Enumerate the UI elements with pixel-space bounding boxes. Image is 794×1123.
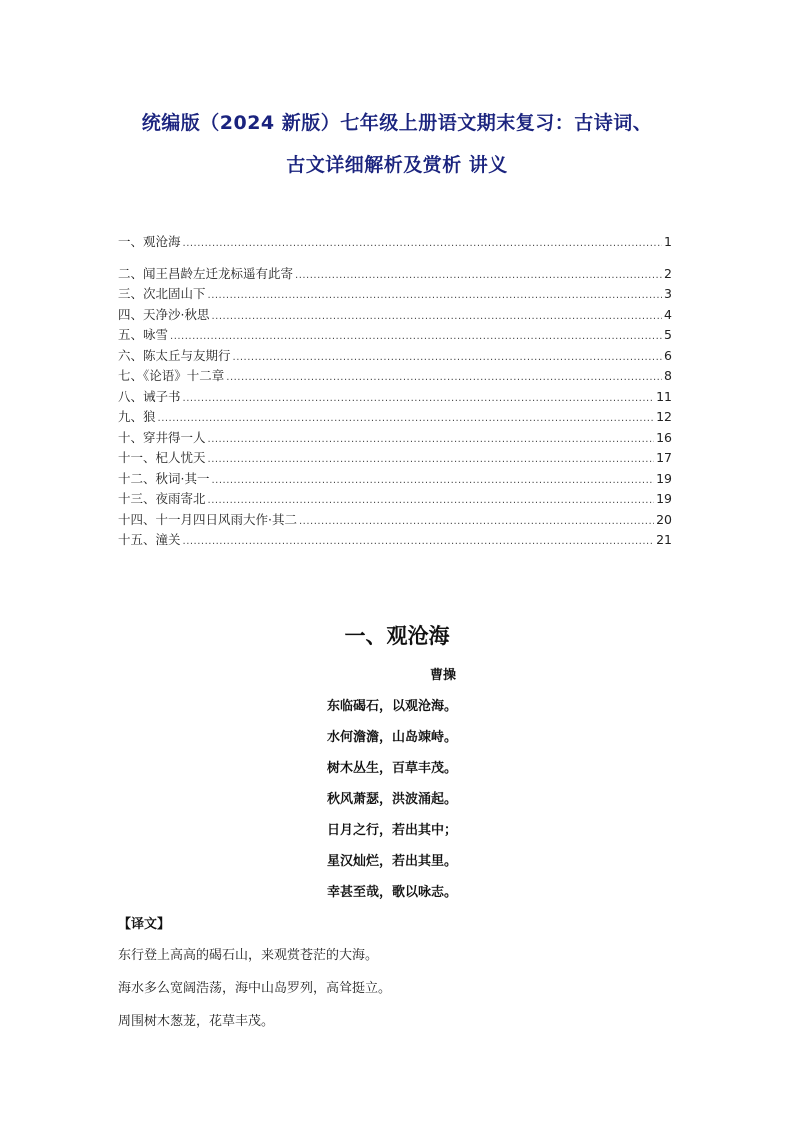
toc-entry[interactable] (118, 346, 672, 367)
toc-entry-title[interactable]: 七、《论语》十二章 (118, 368, 225, 383)
toc-entry-title[interactable]: 九、狼 (118, 409, 156, 424)
toc-entry-page: 6 (664, 347, 672, 363)
table-of-contents (118, 232, 672, 551)
toc-leader-dots (183, 389, 655, 410)
toc-leader-dots (211, 471, 654, 492)
poem-line: 秋风萧瑟，洪波涌起。 (327, 792, 458, 807)
toc-entry-page: 11 (656, 388, 672, 404)
toc-leader-dots (208, 450, 655, 471)
toc-entry[interactable] (118, 325, 672, 346)
poem-line: 东临碣石，以观沧海。 (327, 699, 458, 714)
toc-leader-dots (183, 532, 655, 553)
toc-leader-dots (299, 512, 654, 533)
toc-entry[interactable] (118, 366, 672, 387)
toc-entry-title[interactable]: 五、咏雪 (118, 327, 169, 342)
document-title-line-1: 统编版（2024 新版）七年级上册语文期末复习：古诗词、 (141, 112, 653, 134)
poem-line: 幸甚至哉，歌以咏志。 (327, 885, 458, 900)
poem-line: 星汉灿烂，若出其里。 (327, 854, 458, 869)
toc-entry-title[interactable]: 八、诫子书 (118, 388, 181, 404)
toc-entry-title[interactable]: 十五、潼关 (118, 532, 181, 547)
toc-leader-dots (211, 307, 662, 328)
translation-line: 周围树木葱茏，花草丰茂。 (118, 1014, 275, 1029)
toc-entry[interactable] (118, 448, 672, 469)
translation-line: 海水多么宽阔浩荡，海中山岛罗列，高耸挺立。 (118, 981, 392, 996)
toc-entry-page: 8 (664, 368, 672, 383)
toc-entry-title[interactable]: 十三、夜雨寄北 (118, 491, 206, 506)
toc-entry-page: 4 (664, 306, 672, 322)
toc-entry[interactable] (118, 510, 672, 531)
toc-entry-title[interactable]: 十二、秋词·其一 (118, 470, 210, 486)
toc-leader-dots (295, 266, 662, 287)
toc-entry[interactable] (118, 428, 672, 449)
poem-line: 树木丛生，百草丰茂。 (327, 761, 458, 776)
toc-leader-dots (233, 348, 663, 369)
toc-entry[interactable] (118, 284, 672, 305)
toc-leader-dots (183, 234, 663, 255)
toc-entry-title[interactable]: 六、陈太丘与友期行 (118, 347, 231, 363)
toc-entry-page: 19 (656, 491, 672, 506)
toc-leader-dots (158, 409, 655, 430)
toc-entry-title[interactable]: 一、观沧海 (118, 234, 181, 249)
toc-entry-page: 16 (656, 429, 672, 445)
toc-entry-page: 17 (656, 450, 672, 465)
toc-leader-dots (170, 327, 662, 348)
toc-entry-page: 12 (656, 409, 672, 424)
toc-entry-page: 19 (656, 470, 672, 486)
toc-entry[interactable] (118, 305, 672, 326)
toc-entry-title[interactable]: 四、天净沙·秋思 (118, 306, 210, 322)
toc-entry-title[interactable]: 三、次北固山下 (118, 286, 206, 301)
poem-line: 日月之行，若出其中； (327, 823, 458, 838)
toc-entry[interactable] (118, 387, 672, 408)
toc-leader-dots (208, 286, 663, 307)
toc-entry-title[interactable]: 十四、十一月四日风雨大作·其二 (118, 511, 297, 527)
toc-entry[interactable] (118, 489, 672, 510)
toc-entry-page: 1 (664, 234, 672, 249)
toc-leader-dots (208, 491, 655, 512)
toc-entry[interactable] (118, 407, 672, 428)
toc-entry-page: 20 (656, 511, 672, 527)
toc-leader-dots (226, 368, 662, 389)
toc-leader-dots (208, 430, 655, 451)
toc-entry[interactable] (118, 530, 672, 551)
toc-entry-title[interactable]: 十、穿井得一人 (118, 429, 206, 445)
poem-author: 曹操 (430, 668, 457, 683)
toc-entry[interactable] (118, 232, 672, 253)
poem-line: 水何澹澹，山岛竦峙。 (327, 730, 458, 745)
translation-label: 【译文】 (118, 917, 171, 932)
toc-entry[interactable] (118, 469, 672, 490)
toc-entry[interactable] (118, 264, 672, 285)
toc-entry-page: 21 (656, 532, 672, 547)
toc-entry-title[interactable]: 十一、杞人忧天 (118, 450, 206, 465)
translation-line: 东行登上高高的碣石山，来观赏苍茫的大海。 (118, 948, 379, 963)
toc-entry-page: 3 (664, 286, 672, 301)
document-title-line-2: 古文详细解析及赏析 讲义 (286, 154, 508, 176)
toc-entry-page: 2 (664, 265, 672, 281)
toc-entry-page: 5 (664, 327, 672, 342)
toc-entry-title[interactable]: 二、闻王昌龄左迁龙标遥有此寄 (118, 265, 294, 281)
section-heading: 一、观沧海 (344, 623, 450, 648)
